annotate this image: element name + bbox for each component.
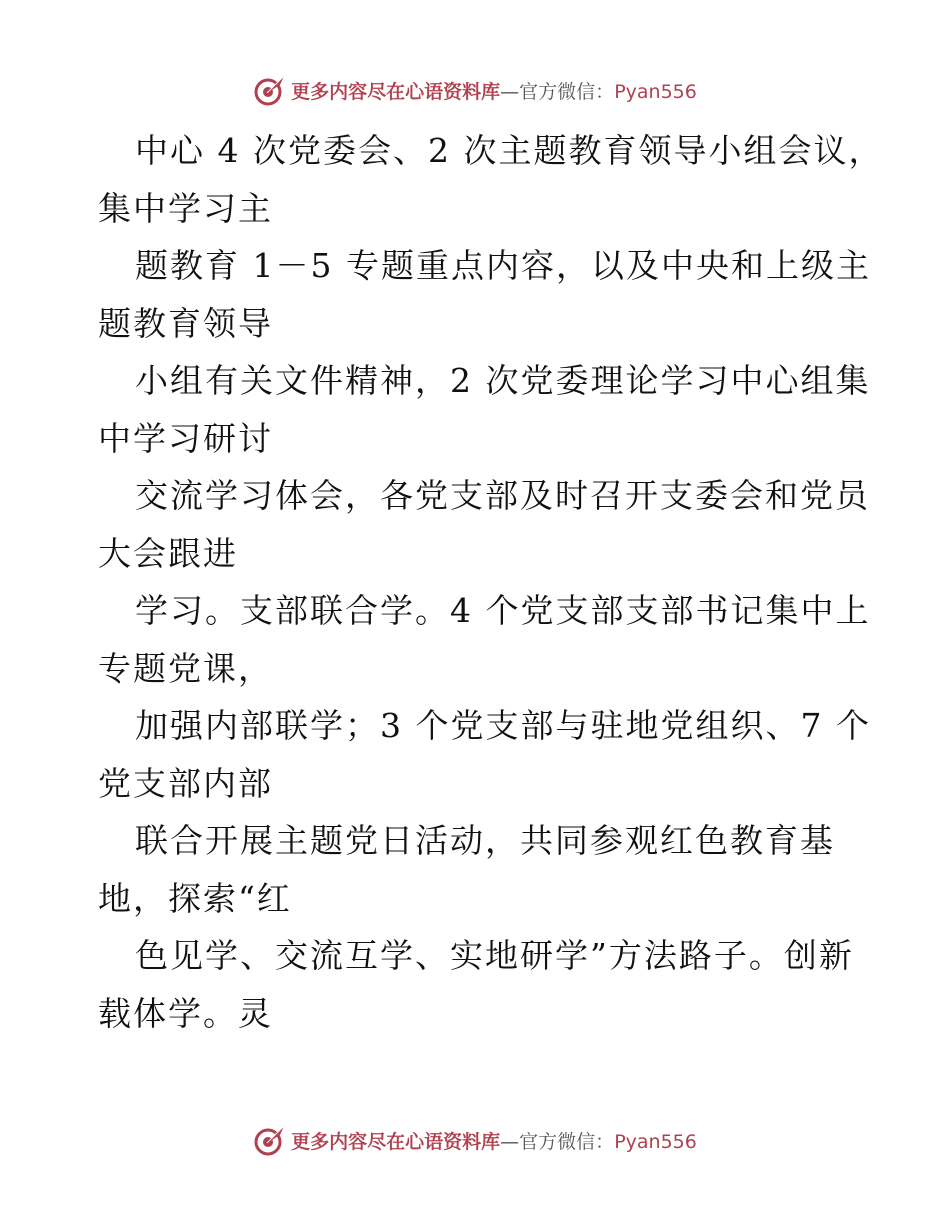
banner-wechat-label: 官方微信： — [519, 80, 615, 103]
paragraph-line: 加强内部联学；3 个党支部与驻地党组织、7 个 — [135, 706, 871, 745]
paragraph-line: 色见学、交流互学、实地研学”方法路子。创新 — [135, 936, 854, 975]
paragraph-line: 小组有关文件精神，2 次党委理论学习中心组集 — [135, 361, 871, 400]
header-banner — [0, 70, 950, 110]
quill-logo-icon — [253, 73, 287, 107]
paragraph — [98, 237, 878, 352]
paragraph-line: 题教育领导 — [98, 303, 273, 343]
paragraph-line: 专题党课， — [98, 648, 273, 688]
banner-wechat-id: Pyan556 — [614, 80, 697, 103]
paragraph-line: 题教育 1－5 专题重点内容，以及中央和上级主 — [135, 246, 871, 285]
paragraph-line: 大会跟进 — [98, 533, 238, 573]
paragraph — [98, 122, 884, 237]
quill-logo-icon — [253, 1123, 287, 1157]
banner-separator: — — [500, 80, 520, 103]
paragraph — [98, 927, 878, 1042]
document-body — [98, 122, 884, 1042]
banner-text — [291, 1127, 697, 1154]
banner-wechat-id: Pyan556 — [614, 1130, 697, 1153]
banner-separator: — — [500, 1130, 520, 1153]
paragraph-line: 学习。支部联合学。4 个党支部支部书记集中上 — [135, 591, 871, 630]
paragraph-line: 中心 4 次党委会、2 次主题教育领导小组会议， — [135, 131, 884, 170]
paragraph-line: 交流学习体会，各党支部及时召开支委会和党员 — [135, 476, 870, 515]
banner-main-text: 更多内容尽在心语资料库 — [291, 80, 501, 103]
paragraph-line: 地，探索“红 — [98, 878, 292, 918]
paragraph-line: 中学习研讨 — [98, 418, 273, 458]
banner-main-text: 更多内容尽在心语资料库 — [291, 1130, 501, 1153]
paragraph-line: 集中学习主 — [98, 188, 273, 228]
banner-wechat-label: 官方微信： — [519, 1130, 615, 1153]
paragraph-line: 联合开展主题党日活动，共同参观红色教育基 — [135, 821, 835, 860]
paragraph — [98, 697, 878, 812]
paragraph-line: 载体学。灵 — [98, 993, 273, 1033]
footer-banner — [0, 1120, 950, 1160]
paragraph — [98, 582, 878, 697]
paragraph — [98, 467, 878, 582]
paragraph-line: 党支部内部 — [98, 763, 273, 803]
paragraph — [98, 812, 878, 927]
banner-text — [291, 77, 697, 104]
paragraph — [98, 352, 878, 467]
